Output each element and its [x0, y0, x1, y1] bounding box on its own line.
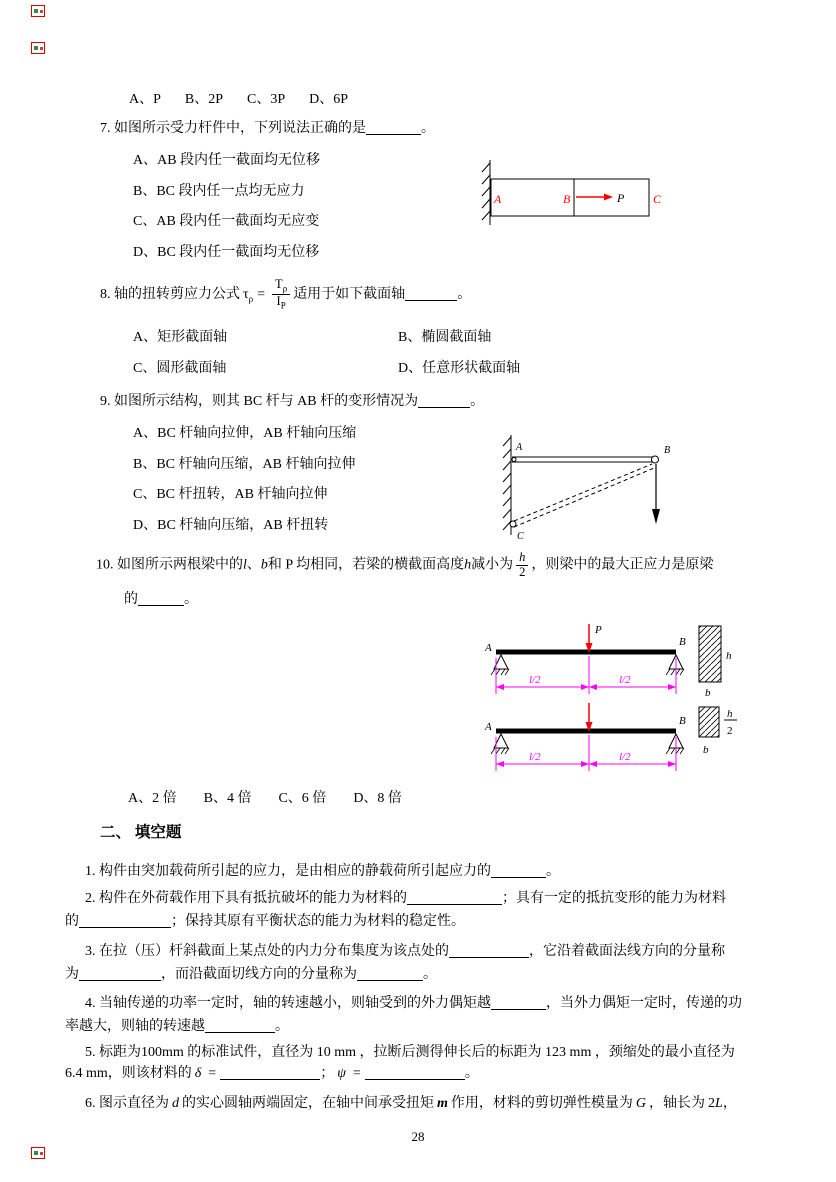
question9-figure [495, 431, 695, 541]
option-b: B、4 倍 [203, 791, 252, 806]
question9-option-c: C、BC 杆扭转，AB 杆轴向拉伸 [133, 487, 328, 502]
var-g: G [635, 1096, 647, 1111]
image-placeholder-marker [31, 42, 45, 54]
question7-option-b: B、BC 段内任一点均无应力 [133, 184, 305, 199]
question7-option-a: A、AB 段内任一截面均无位移 [133, 153, 321, 168]
stem-text: 6. 图示直径为 [85, 1096, 169, 1111]
stem-text: ，则梁中的最大正应力是原梁 [531, 557, 714, 573]
support-a-label: A [485, 721, 492, 733]
delta-symbol: δ [194, 1066, 202, 1081]
blank-line [405, 288, 457, 301]
blank-line [418, 395, 470, 408]
force-p-label: P [595, 624, 602, 636]
question10-stem-line2 [124, 592, 198, 608]
point-b-label: B [563, 192, 571, 206]
dim-left-label: l/2 [529, 674, 541, 686]
stem-text: ，当外力偶矩一定时，传递的功 [546, 996, 742, 1011]
stem-text: 率越大，则轴的转速越 [65, 1019, 205, 1034]
blank-line [205, 1020, 275, 1033]
blank-line [79, 915, 171, 928]
question7-option-c: C、AB 段内任一截面均无应变 [133, 214, 320, 229]
option-d: D、6P [309, 92, 349, 107]
stem-text: 、 [246, 557, 261, 573]
fraction-denominator: I [276, 294, 281, 309]
question10-figure-bottom [471, 701, 761, 777]
dim-right-label: l/2 [619, 674, 631, 686]
fill-question4-line2 [65, 1019, 289, 1035]
support-b-label: B [679, 636, 686, 648]
period: 。 [421, 121, 435, 136]
stem-text: ；具有一定的抵抗变形的能力为材料 [502, 891, 726, 906]
question7-stem [100, 121, 435, 137]
var-L: L [715, 1096, 723, 1111]
page-number: 28 [411, 1129, 425, 1144]
blank-line [138, 593, 184, 606]
period: 。 [470, 394, 485, 409]
question7-option-d: D、BC 段内任一截面均无位移 [133, 245, 320, 260]
var-b: b [260, 557, 268, 573]
blank-line [79, 968, 161, 981]
question9-option-b: B、BC 杆轴向压缩，AB 杆轴向拉伸 [133, 457, 356, 472]
blank-line [365, 1067, 465, 1080]
stem-text: ，而沿截面切线方向的分量称为 [161, 967, 357, 982]
tau-symbol: τ [243, 287, 249, 303]
stem-text: 2. 构件在外荷载作用下具有抵抗破坏的能力为材料的 [85, 891, 407, 906]
support-a-label: A [485, 642, 492, 654]
var-d: d [172, 1096, 179, 1111]
blank-line [407, 892, 502, 905]
var-h: h [464, 557, 472, 573]
dim-right-label: l/2 [619, 751, 631, 763]
point-c-label: C [517, 531, 524, 541]
tau-subscript: ρ [248, 293, 254, 304]
stem-text: ，它沿着截面法线方向的分量称 [529, 944, 725, 959]
stem-text: 4. 当轴传递的功率一定时，轴的转速越小，则轴受到的外力偶矩越 [85, 996, 491, 1011]
option-c: C、3P [247, 92, 286, 107]
section-height-label: h [726, 650, 732, 662]
support-b-label: B [679, 715, 686, 727]
question8-option-d: D、任意形状截面轴 [398, 361, 521, 376]
period: 。 [546, 864, 560, 879]
stem-text: 7. 如图所示受力杆件中，下列说法正确的是 [100, 121, 366, 136]
h-over-2-fraction [516, 551, 528, 580]
stem-text: 减小为 [471, 557, 514, 573]
section-height-denominator: 2 [727, 725, 733, 737]
period: 。 [457, 287, 472, 303]
comma: ， [722, 1096, 737, 1111]
option-a: A、P [129, 92, 161, 107]
option-c: C、6 倍 [278, 791, 327, 806]
dim-left-label: l/2 [529, 751, 541, 763]
period: 。 [423, 967, 437, 982]
point-c-label: C [653, 192, 662, 206]
numerator-subscript: ρ [282, 283, 288, 294]
question8-option-a: A、矩形截面轴 [133, 330, 228, 345]
blank-line [449, 945, 529, 958]
stem-text: 和 P 均相同，若梁的横截面高度 [267, 557, 465, 573]
image-placeholder-marker [31, 1147, 45, 1159]
question8-stem [100, 278, 471, 312]
formula-fraction [272, 278, 290, 312]
fill-question5-line2 [65, 1066, 479, 1082]
stem-text: 的实心圆轴两端固定，在轴中间承受扭矩 [182, 1096, 434, 1111]
equals-sign: = [352, 1066, 361, 1081]
stem-text: 3. 在拉（压）杆斜截面上某点处的内力分布集度为该点处的 [85, 944, 449, 959]
stem-text: 1. 构件由突加载荷所引起的应力，是由相应的静载荷所引起应力的 [85, 864, 491, 879]
var-l: l [243, 557, 247, 573]
blank-line [366, 122, 421, 135]
image-placeholder-marker [31, 5, 45, 17]
stem-text: 的 [65, 914, 79, 929]
stem-text: ，轴长为 [649, 1096, 706, 1111]
question9-option-a: A、BC 杆轴向拉伸，AB 杆轴向压缩 [133, 426, 357, 441]
question9-stem [100, 394, 484, 410]
equals-sign: = [208, 1066, 217, 1081]
semicolon: ； [320, 1066, 335, 1081]
stem-text: 8. 轴的扭转剪应力公式 [100, 287, 240, 303]
coefficient-2: 2 [708, 1096, 716, 1111]
blank-line [357, 968, 423, 981]
question10-options [128, 791, 402, 807]
option-a: A、2 倍 [128, 791, 177, 806]
fraction-denominator: 2 [519, 564, 526, 579]
question10-figure-top [471, 616, 761, 706]
var-m: m [437, 1096, 448, 1111]
stem-text: 10. 如图所示两根梁中的 [96, 557, 243, 573]
stem-text: 为 [65, 967, 79, 982]
section-width-label: b [703, 744, 709, 756]
section-height-numerator: h [727, 708, 733, 720]
blank-line [220, 1067, 320, 1080]
question8-option-b: B、椭圆截面轴 [398, 330, 492, 345]
fill-question5-line1: 5. 标距为100mm 的标准试件，直径为 10 mm ，拉断后测得伸长后的标距为 123 mm ，颈缩处的最小直径为 [85, 1045, 735, 1060]
fill-question2-line2 [65, 914, 465, 930]
blank-line [491, 997, 546, 1010]
psi-symbol: ψ [337, 1066, 346, 1081]
fill-question3-line2 [65, 967, 437, 983]
option-b: B、2P [184, 92, 224, 107]
question8-option-c: C、圆形截面轴 [133, 361, 227, 376]
stem-text: 9. 如图所示结构，则其 BC 杆与 AB 杆的变形情况为 [100, 394, 419, 409]
stem-text: ；保持其原有平衡状态的能力为材料的稳定性。 [171, 914, 465, 929]
load-arrow-icon [652, 509, 660, 524]
question10-stem-line1 [96, 551, 713, 580]
option-d: D、8 倍 [353, 791, 402, 806]
section-width-label: b [705, 687, 711, 699]
force-p-label: P [617, 191, 625, 205]
question7-figure [480, 157, 672, 237]
stem-text: 适用于如下截面轴 [293, 287, 406, 303]
fill-question3-line1 [85, 944, 725, 960]
fraction-numerator: T [275, 277, 283, 291]
point-a-label: A [494, 192, 502, 206]
section2-heading: 二、 填空题 [100, 824, 182, 841]
blank-line [491, 865, 546, 878]
period: 。 [184, 592, 198, 607]
fill-question4-line1 [85, 996, 742, 1012]
fill-question6 [85, 1096, 737, 1112]
point-b-label: B [664, 445, 671, 456]
point-a-label: A [516, 442, 523, 453]
question9-option-d: D、BC 杆轴向压缩，AB 杆扭转 [133, 518, 329, 533]
equals-sign: = [257, 287, 266, 303]
fill-question2-line1 [85, 891, 726, 907]
prev-question-options [129, 92, 348, 108]
denominator-subscript: P [280, 300, 286, 311]
fraction-numerator: h [519, 550, 526, 564]
period: 。 [464, 1066, 479, 1081]
stem-text: 作用，材料的剪切弹性模量为 [450, 1096, 633, 1111]
fill-question1 [85, 864, 560, 880]
stem-text: 6.4 mm，则该材料的 [65, 1066, 192, 1081]
stem-text: 的 [124, 592, 138, 607]
period: 。 [275, 1019, 289, 1034]
